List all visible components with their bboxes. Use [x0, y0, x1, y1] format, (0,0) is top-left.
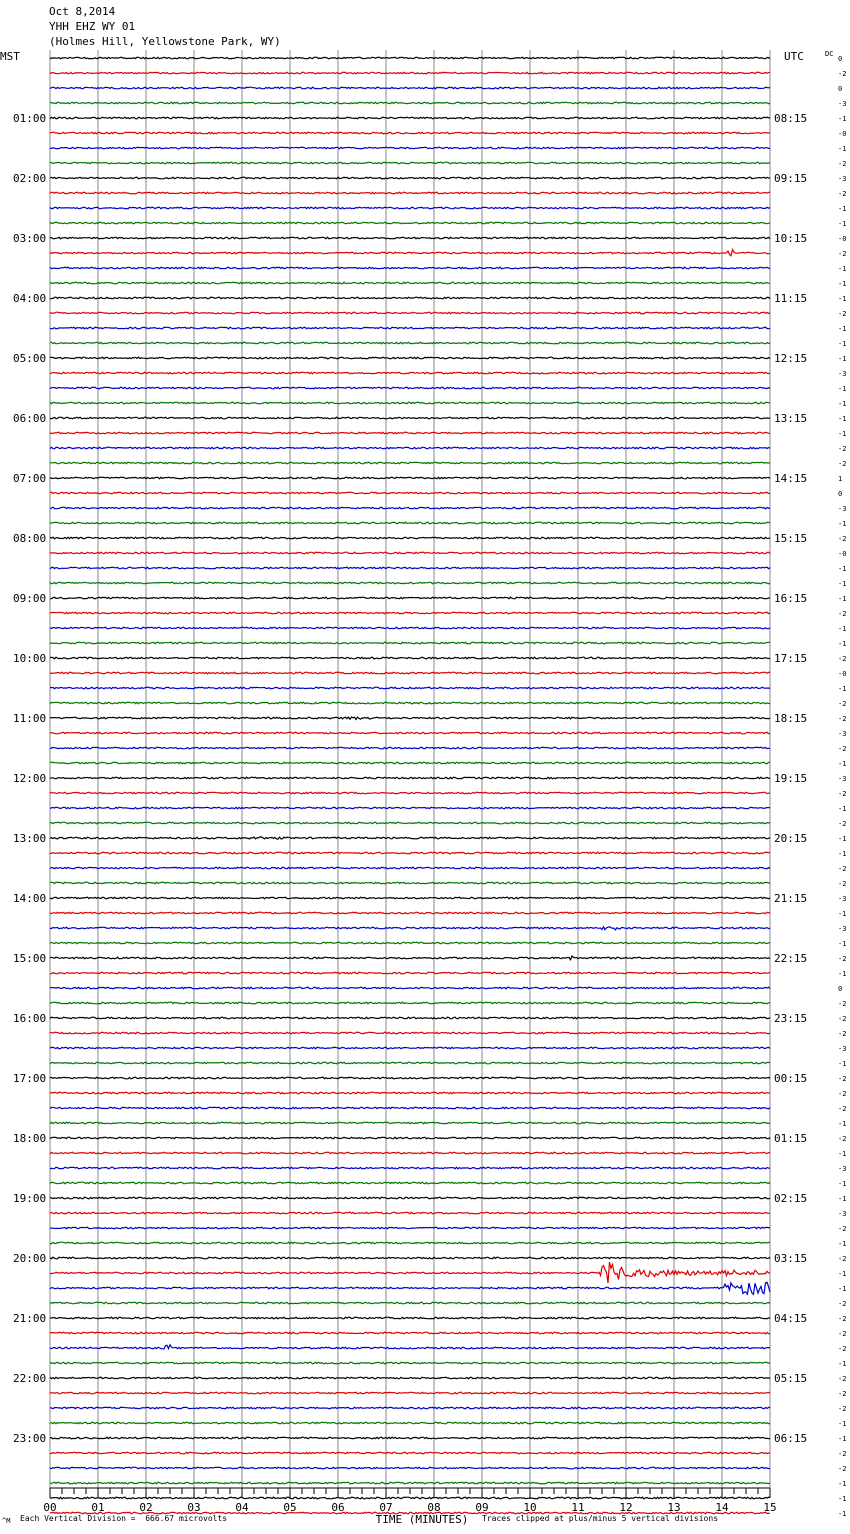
trace-line: [50, 762, 770, 764]
dc-offset-label: -2: [838, 190, 847, 198]
dc-offset-label: -2: [838, 310, 847, 318]
trace-line: [50, 250, 770, 256]
x-tick-label: 02: [139, 1501, 153, 1514]
dc-offset-label: -0: [838, 550, 847, 558]
trace-line: [50, 192, 770, 194]
dc-offset-label: -1: [838, 220, 847, 228]
trace-line: [50, 1212, 770, 1214]
trace-line: [50, 57, 770, 59]
trace-line: [50, 357, 770, 359]
dc-offset-label: -2: [838, 1255, 847, 1263]
trace-line: [50, 612, 770, 614]
trace-line: [50, 1047, 770, 1049]
dc-offset-label: -3: [838, 895, 847, 903]
x-tick-label: 14: [715, 1501, 729, 1514]
trace-line: [50, 342, 770, 344]
x-axis-label: TIME (MINUTES): [375, 1513, 469, 1526]
corner-mark: ^M: [2, 1517, 11, 1525]
mst-hour-label: 16:00: [13, 1012, 47, 1025]
x-tick-label: 01: [91, 1501, 105, 1514]
dc-offset-label: -3: [838, 730, 847, 738]
dc-offset-label: -2: [838, 1450, 847, 1458]
dc-offset-label: -1: [838, 1420, 847, 1428]
mst-hour-label: 01:00: [13, 112, 47, 125]
x-tick-label: 09: [475, 1501, 489, 1514]
dc-offset-label: -2: [838, 715, 847, 723]
utc-hour-label: 10:15: [774, 232, 808, 245]
trace-line: [50, 1032, 770, 1034]
trace-line: [50, 522, 770, 524]
trace-line: [50, 312, 770, 314]
trace-line: [50, 927, 770, 930]
trace-line: [50, 222, 770, 224]
dc-offset-label: -2: [838, 250, 847, 258]
trace-line: [50, 477, 770, 479]
dc-offset-label: -2: [838, 460, 847, 468]
trace-line: [50, 867, 770, 869]
vertical-division-note: Each Vertical Division = 666.67 microvolts: [20, 1514, 228, 1523]
dc-offset-label: -1: [838, 1480, 847, 1488]
mst-hour-label: 09:00: [13, 592, 47, 605]
dc-offset-label: -1: [838, 1195, 847, 1203]
utc-hour-label: 02:15: [774, 1192, 808, 1205]
trace-line: [50, 207, 770, 209]
trace-line: [50, 732, 770, 734]
dc-offset-label: -1: [838, 565, 847, 573]
dc-offset-label: -2: [838, 1135, 847, 1143]
trace-line: [50, 1122, 770, 1124]
trace-line: [50, 177, 770, 179]
dc-offset-label: -3: [838, 1045, 847, 1053]
trace-line: [50, 792, 770, 794]
trace-line: [50, 956, 770, 960]
dc-offset-label: -1: [838, 355, 847, 363]
mst-hour-label: 15:00: [13, 952, 47, 965]
trace-line: [50, 1062, 770, 1064]
trace-line: [50, 597, 770, 599]
utc-hour-label: 05:15: [774, 1372, 808, 1385]
utc-hour-label: 16:15: [774, 592, 808, 605]
trace-line: [50, 1227, 770, 1229]
utc-hour-label: 18:15: [774, 712, 808, 725]
dc-offset-label: -1: [838, 340, 847, 348]
trace-line: [50, 912, 770, 914]
dc-offset-label: -1: [838, 430, 847, 438]
trace-line: [50, 657, 770, 659]
x-tick-label: 00: [43, 1501, 57, 1514]
trace-line: [50, 447, 770, 449]
trace-line: [50, 1362, 770, 1364]
trace-line: [50, 1282, 770, 1294]
dc-offset-label: -1: [838, 580, 847, 588]
dc-offset-label: -2: [838, 865, 847, 873]
trace-line: [50, 387, 770, 389]
dc-offset-label: -3: [838, 925, 847, 933]
trace-line: [50, 1345, 770, 1349]
mst-hour-label: 11:00: [13, 712, 47, 725]
trace-line: [50, 582, 770, 584]
dc-offset-label: -2: [838, 1375, 847, 1383]
x-tick-label: 07: [379, 1501, 393, 1514]
dc-offset-label: -1: [838, 400, 847, 408]
utc-hour-label: 00:15: [774, 1072, 808, 1085]
trace-line: [50, 1262, 770, 1283]
dc-offset-label: -2: [838, 700, 847, 708]
dc-offset-label: -1: [838, 970, 847, 978]
trace-line: [50, 297, 770, 299]
mst-hour-label: 03:00: [13, 232, 47, 245]
trace-line: [50, 1482, 770, 1484]
mst-hour-label: 04:00: [13, 292, 47, 305]
dc-offset-label: -1: [838, 1270, 847, 1278]
x-tick-label: 05: [283, 1501, 297, 1514]
dc-offset-label: -1: [838, 1240, 847, 1248]
trace-line: [50, 1407, 770, 1409]
dc-label: DC: [825, 50, 834, 58]
dc-offset-label: -2: [838, 655, 847, 663]
trace-line: [50, 1152, 770, 1154]
dc-offset-label: -1: [838, 325, 847, 333]
mst-hour-label: 14:00: [13, 892, 47, 905]
trace-line: [50, 1077, 770, 1079]
trace-line: [50, 972, 770, 974]
utc-hour-label: 14:15: [774, 472, 808, 485]
trace-line: [50, 852, 770, 854]
trace-line: [50, 1377, 770, 1379]
dc-offset-label: -1: [838, 850, 847, 858]
utc-hour-label: 12:15: [774, 352, 808, 365]
mst-hour-label: 18:00: [13, 1132, 47, 1145]
trace-line: [50, 267, 770, 269]
utc-hour-label: 17:15: [774, 652, 808, 665]
trace-line: [50, 807, 770, 809]
trace-line: [50, 1437, 770, 1439]
mst-hour-label: 21:00: [13, 1312, 47, 1325]
utc-hour-label: 06:15: [774, 1432, 808, 1445]
dc-offset-label: -3: [838, 1165, 847, 1173]
utc-hour-label: 04:15: [774, 1312, 808, 1325]
x-tick-label: 04: [235, 1501, 249, 1514]
trace-line: [50, 1257, 770, 1259]
trace-line: [50, 1467, 770, 1469]
utc-hour-label: 09:15: [774, 172, 808, 185]
utc-axis-label: UTC: [784, 50, 804, 63]
dc-offset-label: -3: [838, 370, 847, 378]
trace-line: [50, 1242, 770, 1244]
dc-offset-label: -2: [838, 1090, 847, 1098]
x-tick-label: 11: [571, 1501, 585, 1514]
trace-line: [50, 672, 770, 674]
trace-line: [50, 1137, 770, 1139]
trace-line: [50, 492, 770, 494]
dc-offset-label: -1: [838, 1510, 847, 1518]
mst-hour-label: 23:00: [13, 1432, 47, 1445]
dc-offset-label: -1: [838, 145, 847, 153]
mst-hour-label: 05:00: [13, 352, 47, 365]
dc-offset-label: -1: [838, 1285, 847, 1293]
mst-hour-label: 13:00: [13, 832, 47, 845]
utc-hour-label: 03:15: [774, 1252, 808, 1265]
utc-hour-label: 20:15: [774, 832, 808, 845]
trace-line: [50, 282, 770, 284]
x-tick-label: 03: [187, 1501, 201, 1514]
trace-line: [50, 1092, 770, 1094]
x-tick-label: 10: [523, 1501, 537, 1514]
trace-line: [50, 897, 770, 899]
header-location: (Holmes Hill, Yellowstone Park, WY): [49, 35, 281, 48]
dc-offset-label: -0: [838, 235, 847, 243]
dc-offset-label: 0: [838, 85, 843, 93]
dc-offset-label: -3: [838, 175, 847, 183]
utc-hour-label: 01:15: [774, 1132, 808, 1145]
x-tick-label: 13: [667, 1501, 681, 1514]
dc-offset-label: -2: [838, 1225, 847, 1233]
trace-line: [50, 87, 770, 89]
dc-offset-label: -1: [838, 685, 847, 693]
utc-hour-label: 11:15: [774, 292, 808, 305]
mst-hour-label: 06:00: [13, 412, 47, 425]
trace-line: [50, 1302, 770, 1304]
dc-offset-label: -3: [838, 1210, 847, 1218]
trace-line: [50, 1167, 770, 1169]
dc-offset-label: -2: [838, 535, 847, 543]
trace-line: [50, 822, 770, 824]
dc-offset-label: -0: [838, 670, 847, 678]
trace-line: [50, 1317, 770, 1319]
dc-offset-label: 0: [838, 985, 843, 993]
dc-offset-label: -1: [838, 280, 847, 288]
header-station: YHH EHZ WY 01: [49, 20, 136, 33]
trace-line: [50, 1497, 770, 1499]
dc-offset-label: -1: [838, 835, 847, 843]
dc-offset-label: -1: [838, 1360, 847, 1368]
dc-offset-label: -1: [838, 385, 847, 393]
dc-offset-label: -1: [838, 295, 847, 303]
dc-offset-label: -2: [838, 1465, 847, 1473]
trace-line: [50, 237, 770, 239]
dc-offset-label: -2: [838, 1345, 847, 1353]
trace-line: [50, 102, 770, 104]
utc-hour-label: 08:15: [774, 112, 808, 125]
trace-line: [50, 552, 770, 554]
dc-offset-label: -2: [838, 1315, 847, 1323]
trace-line: [50, 1452, 770, 1454]
dc-offset-label: -1: [838, 1180, 847, 1188]
dc-offset-label: -1: [838, 415, 847, 423]
mst-hour-label: 17:00: [13, 1072, 47, 1085]
dc-offset-label: -1: [838, 640, 847, 648]
dc-offset-label: -1: [838, 265, 847, 273]
dc-offset-label: -1: [838, 1495, 847, 1503]
dc-offset-label: -1: [838, 595, 847, 603]
dc-offset-label: -0: [838, 130, 847, 138]
header-date: Oct 8,2014: [49, 5, 116, 18]
label-layer: [0, 50, 846, 1526]
dc-offset-label: -2: [838, 1390, 847, 1398]
trace-line: [50, 747, 770, 749]
trace-line: [50, 1182, 770, 1184]
utc-hour-label: 21:15: [774, 892, 808, 905]
trace-line: [50, 117, 770, 119]
mst-hour-label: 08:00: [13, 532, 47, 545]
mst-hour-label: 20:00: [13, 1252, 47, 1265]
x-tick-label: 06: [331, 1501, 345, 1514]
utc-hour-label: 15:15: [774, 532, 808, 545]
dc-offset-label: -1: [838, 1435, 847, 1443]
trace-line: [50, 717, 770, 719]
trace-line: [50, 132, 770, 134]
dc-offset-label: -3: [838, 505, 847, 513]
dc-offset-label: -1: [838, 1120, 847, 1128]
x-tick-label: 15: [763, 1501, 777, 1514]
dc-offset-label: -1: [838, 805, 847, 813]
trace-line: [50, 627, 770, 629]
trace-line: [50, 537, 770, 539]
dc-offset-label: -2: [838, 160, 847, 168]
dc-offset-label: 0: [838, 490, 843, 498]
mst-hour-label: 19:00: [13, 1192, 47, 1205]
dc-offset-label: 1: [838, 475, 843, 483]
dc-offset-label: -2: [838, 790, 847, 798]
trace-line: [50, 1197, 770, 1199]
dc-offset-label: -1: [838, 115, 847, 123]
x-tick-label: 12: [619, 1501, 633, 1514]
trace-line: [50, 1107, 770, 1109]
dc-offset-label: -1: [838, 760, 847, 768]
trace-line: [50, 372, 770, 374]
trace-line: [50, 462, 770, 464]
x-tick-label: 08: [427, 1501, 441, 1514]
dc-offset-label: -2: [838, 610, 847, 618]
trace-line: [50, 402, 770, 404]
utc-hour-label: 19:15: [774, 772, 808, 785]
trace-line: [50, 777, 770, 779]
trace-layer: [50, 57, 770, 1514]
mst-hour-label: 10:00: [13, 652, 47, 665]
trace-line: [50, 432, 770, 434]
mst-axis-label: MST: [0, 50, 20, 63]
trace-line: [50, 327, 770, 329]
trace-line: [50, 567, 770, 569]
dc-offset-label: -1: [838, 520, 847, 528]
dc-offset-label: -1: [838, 940, 847, 948]
dc-offset-label: -1: [838, 1150, 847, 1158]
trace-line: [50, 987, 770, 989]
dc-offset-label: -1: [838, 205, 847, 213]
dc-offset-label: -2: [838, 745, 847, 753]
mst-hour-label: 07:00: [13, 472, 47, 485]
dc-offset-label: -2: [838, 1030, 847, 1038]
dc-offset-label: -3: [838, 775, 847, 783]
trace-line: [50, 1392, 770, 1394]
dc-offset-label: -2: [838, 880, 847, 888]
dc-offset-label: -2: [838, 1405, 847, 1413]
trace-line: [50, 837, 770, 839]
trace-line: [50, 147, 770, 149]
dc-offset-label: -2: [838, 820, 847, 828]
trace-line: [50, 1017, 770, 1019]
dc-offset-label: -3: [838, 100, 847, 108]
utc-hour-label: 22:15: [774, 952, 808, 965]
mst-hour-label: 12:00: [13, 772, 47, 785]
trace-line: [50, 642, 770, 644]
dc-offset-label: -2: [838, 1015, 847, 1023]
trace-line: [50, 882, 770, 884]
clip-note: Traces clipped at plus/minus 5 vertical divisions: [482, 1514, 719, 1523]
dc-offset-label: -2: [838, 1075, 847, 1083]
dc-offset-label: -2: [838, 1300, 847, 1308]
trace-line: [50, 162, 770, 164]
mst-hour-label: 02:00: [13, 172, 47, 185]
trace-line: [50, 417, 770, 419]
trace-line: [50, 942, 770, 944]
trace-line: [50, 1002, 770, 1004]
dc-offset-label: -1: [838, 625, 847, 633]
dc-offset-label: -2: [838, 70, 847, 78]
dc-offset-label: -1: [838, 910, 847, 918]
dc-offset-label: -1: [838, 1060, 847, 1068]
utc-hour-label: 23:15: [774, 1012, 808, 1025]
trace-line: [50, 1332, 770, 1334]
dc-offset-label: -2: [838, 955, 847, 963]
trace-line: [50, 507, 770, 509]
trace-line: [50, 72, 770, 74]
mst-hour-label: 22:00: [13, 1372, 47, 1385]
dc-offset-label: -2: [838, 1330, 847, 1338]
utc-hour-label: 13:15: [774, 412, 808, 425]
trace-line: [50, 702, 770, 704]
dc-offset-label: -2: [838, 445, 847, 453]
trace-line: [50, 1422, 770, 1424]
dc-offset-label: 0: [838, 55, 843, 63]
dc-offset-label: -2: [838, 1000, 847, 1008]
dc-offset-label: -2: [838, 1105, 847, 1113]
trace-line: [50, 687, 770, 689]
